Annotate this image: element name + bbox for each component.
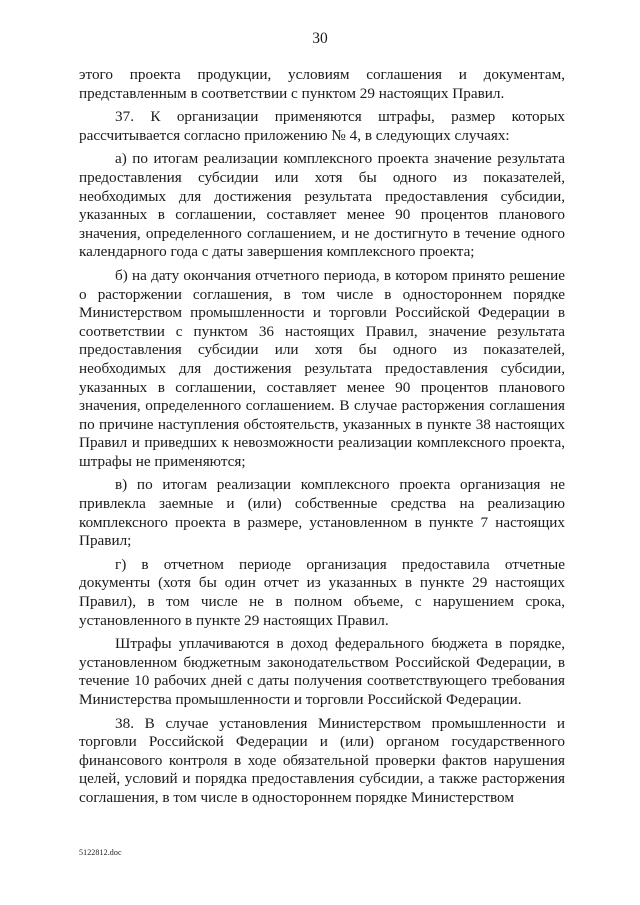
page-number: 30 xyxy=(312,30,328,47)
paragraph-37-a: а) по итогам реализации комплексного проекта значение результата предоставления субсидии или хотя бы одного из показателей, необходимых для достижения результата предоставления субсидии, указанных в соглашении, составляет менее 90 процентов планового значения, определенного соглашением, и не достигнуто в течение одного календарного года с даты завершения комплексного проекта; xyxy=(79,150,565,261)
paragraph-fines-payment: Штрафы уплачиваются в доход федерального бюджета в порядке, установленном бюджетным законодательством Российской Федерации, в течение 10 рабочих дней с даты получения соответствующего требования Министерства промышленности и торговли Российской Федерации. xyxy=(79,635,565,708)
paragraph-37-v: в) по итогам реализации комплексного проекта организация не привлекла заемные и (или) собственные средства на реализацию комплексного проекта в размере, установленном в пункте 7 настоящих Правил; xyxy=(79,476,565,550)
paragraph-37-g: г) в отчетном периоде организация предоставила отчетные документы (хотя бы один отчет из указанных в пункте 29 настоящих Правил), в том числе не в полном объеме, с нарушением срока, установленного в пункте 29 настоящих Правил. xyxy=(79,555,565,629)
document-body xyxy=(79,66,565,813)
paragraph-37: 37. К организации применяются штрафы, размер которых рассчитывается согласно приложению № 4, в следующих случаях: xyxy=(79,108,565,144)
footer-doc-id: 5122812.doc xyxy=(79,848,122,857)
paragraph-38: 38. В случае установления Министерством промышленности и торговли Российской Федерации и (или) органом государственного финансового контроля в ходе обязательной проверки фактов нарушения целей, условий и порядка предоставления субсидии, а также расторжения соглашения, в том числе в одностороннем порядке Министерством xyxy=(79,714,565,806)
paragraph-continuation: этого проекта продукции, условиям соглашения и документам, представленным в соответствии с пунктом 29 настоящих Правил. xyxy=(79,66,565,102)
paragraph-37-b: б) на дату окончания отчетного периода, в котором принято решение о расторжении соглашения, в том числе в одностороннем порядке Министерством промышленности и торговли Российской Федерации в соответствии с пунктом 36 настоящих Правил, значение результата предоставления субсидии или хотя бы одного из показателей, необходимых для достижения результата предоставления субсидии, указанных в соглашении, составляет менее 90 процентов планового значения, определенного соглашением. В случае расторжения соглашения по причине наступления обстоятельств, указанных в пункте 38 настоящих Правил и приведших к невозможности реализации комплексного проекта, штрафы не применяются; xyxy=(79,266,565,470)
